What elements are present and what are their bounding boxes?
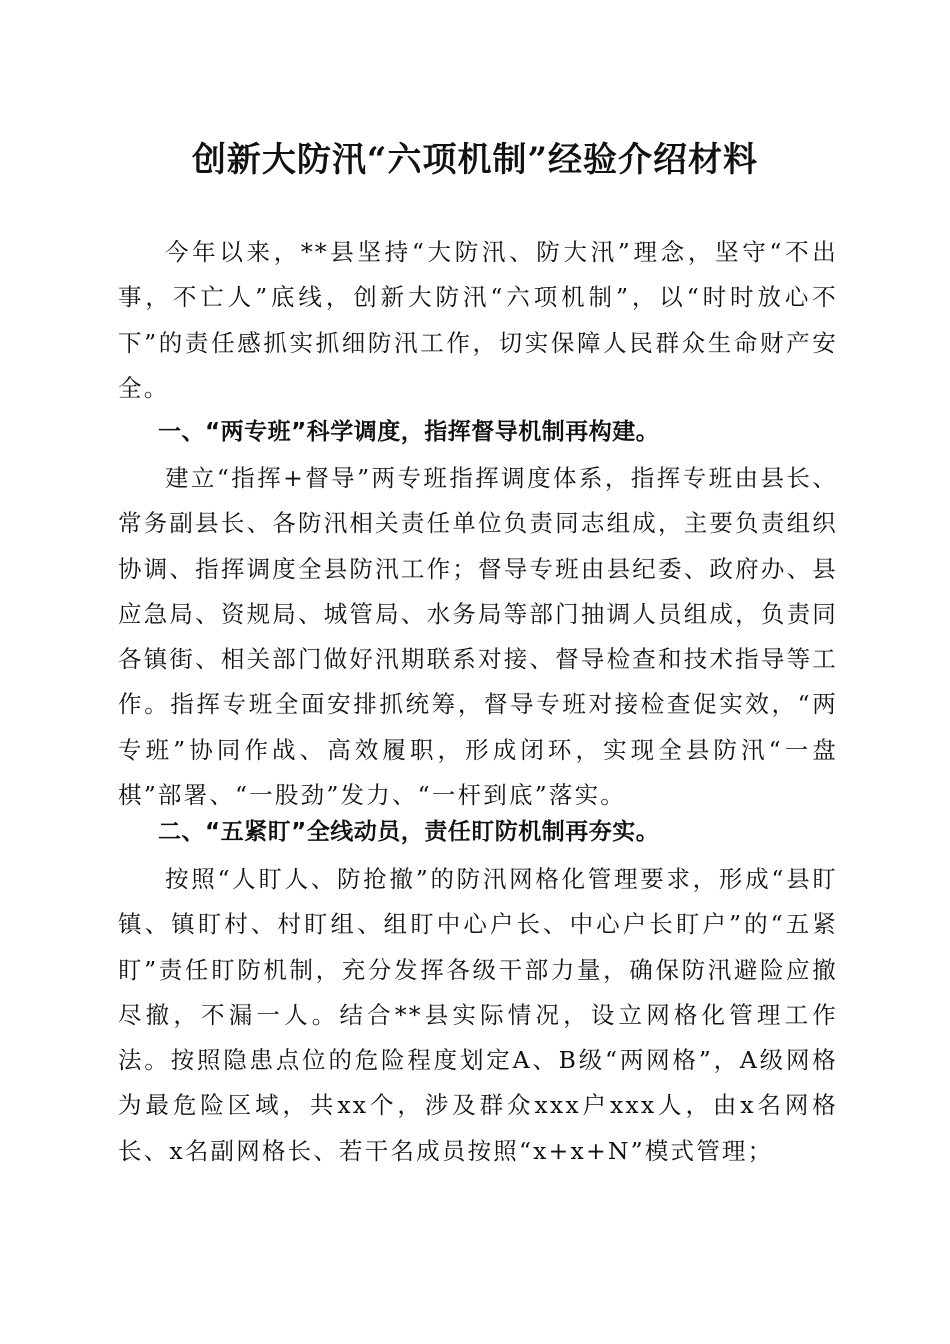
section-2-heading: 二、“五紧盯”全线动员，责任盯防机制再夯实。 — [158, 819, 660, 845]
intro-paragraph: 今年以来，**县坚持“大防汛、防大汛”理念，坚守“不出事，不亡人”底线，创新大防汛“六项机制”，以“时时放心不下”的责任感抓实抓细防汛工作，切实保障人民群众生命财产安全。 — [118, 238, 838, 402]
section-1-heading: 一、“两专班”科学调度，指挥督导机制再构建。 — [158, 419, 660, 445]
document-title: 创新大防汛“六项机制”经验介绍材料 — [191, 140, 759, 180]
section-2-body: 按照“人盯人、防抢撤”的防汛网格化管理要求，形成“县盯镇、镇盯村、村盯组、组盯中心户长、中心户长盯户”的“五紧盯”责任盯防机制，充分发挥各级干部力量，确保防汛避险应撤尽撤，不漏一人。结合**县实际情况，设立网格化管理工作法。按照隐患点位的危险程度划定A、B级“两网格”，A级网格为最危险区域，共xx个，涉及群众xxx户xxx人，由x名网格长、x名副网格长、若干名成员按照“x+x+N”模式管理； — [118, 865, 838, 1165]
section-1-body: 建立“指挥+督导”两专班指挥调度体系，指挥专班由县长、常务副县长、各防汛相关责任单位负责同志组成，主要负责组织协调、指挥调度全县防汛工作；督导专班由县纪委、政府办、县应急局、资规局、城管局、水务局等部门抽调人员组成，负责同各镇街、相关部门做好汛期联系对接、督导检查和技术指导等工作。指挥专班全面安排抓统筹，督导专班对接检查促实效，“两专班”协同作战、高效履职，形成闭环，实现全县防汛“一盘棋”部署、“一股劲”发力、“一杆到底”落实。 — [118, 464, 838, 810]
